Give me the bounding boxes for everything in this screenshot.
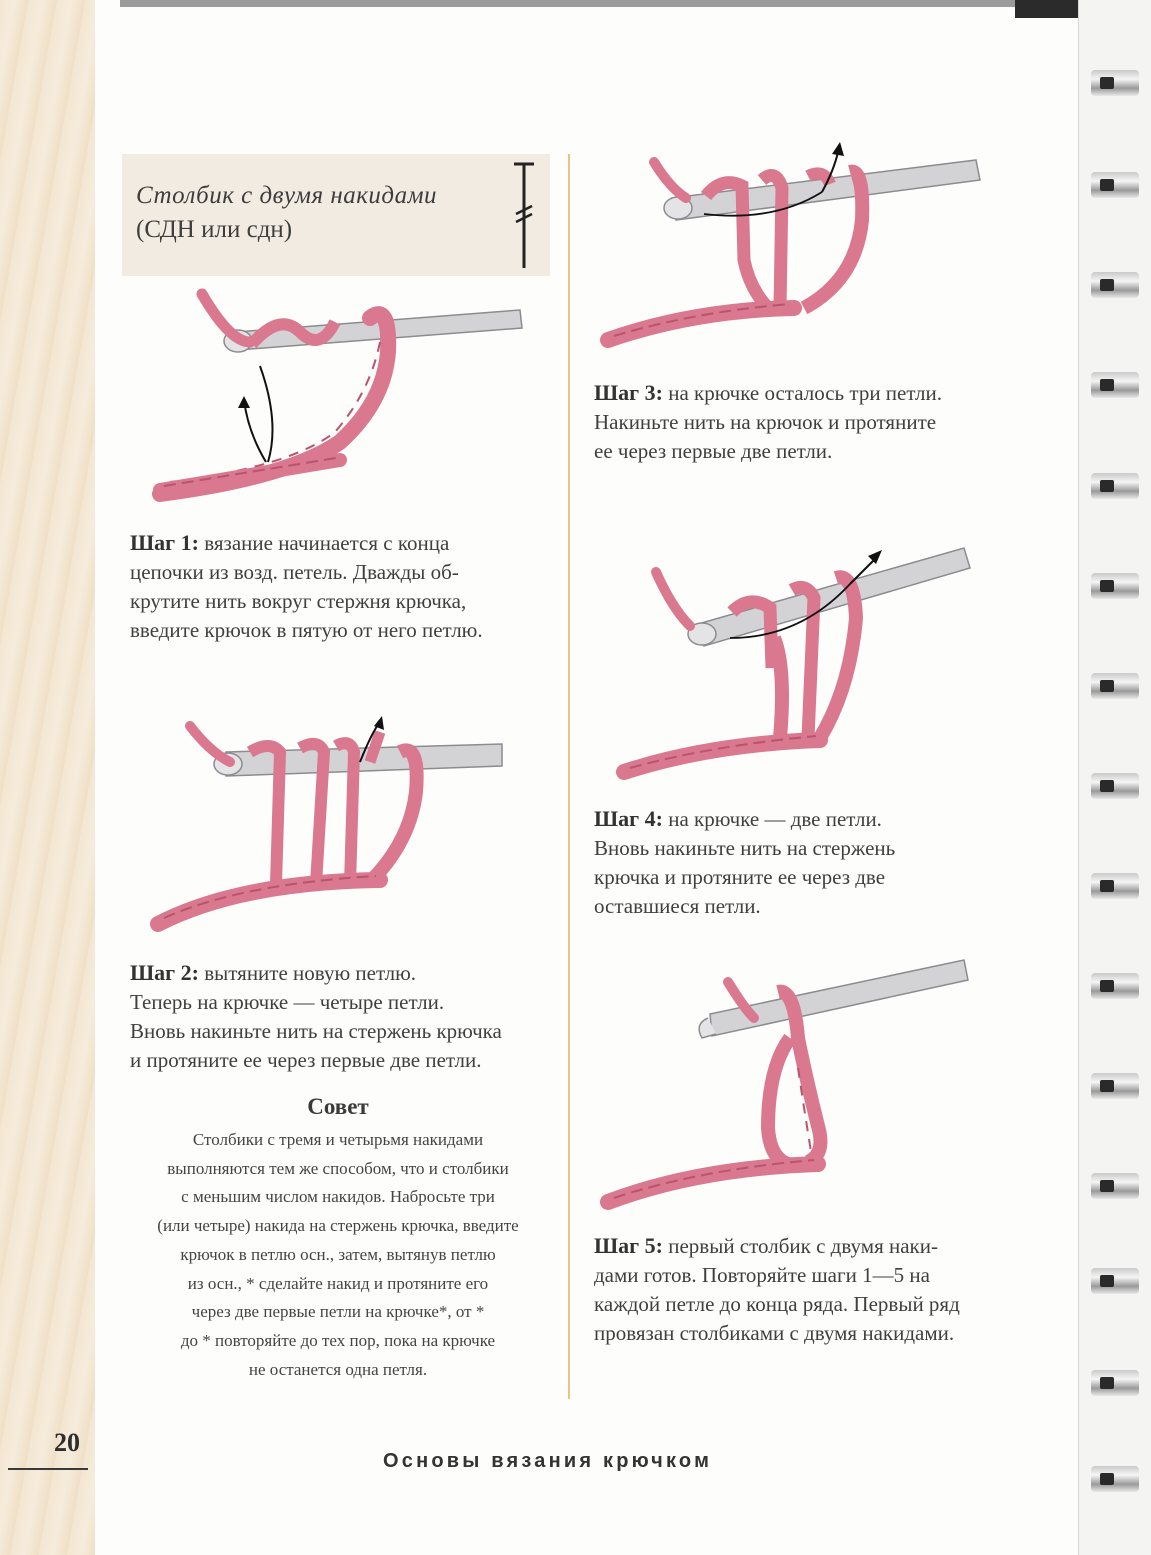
- binding-ring: [1091, 1268, 1139, 1294]
- binding-ring: [1091, 372, 1139, 398]
- step-1-label: Шаг 1:: [130, 530, 199, 555]
- step-3-line-2: Накиньте нить на крючок и протяните: [594, 410, 937, 434]
- step5-illustration: [598, 958, 978, 1214]
- step-3-label: Шаг 3:: [594, 380, 663, 405]
- step-5-line-3: каждой петле до конца ряда. Первый ряд: [594, 1292, 960, 1316]
- step-3-line-3: ее через первые две петли.: [594, 439, 833, 463]
- binding-ring: [1091, 1073, 1139, 1099]
- step-5-line-2: дами готов. Повторяйте шаги 1—5 на: [594, 1263, 930, 1287]
- binding-ring: [1091, 70, 1139, 96]
- binding-ring: [1091, 773, 1139, 799]
- left-decorative-strip: [0, 0, 95, 1555]
- step-1-line-3: крутите нить вокруг стержня крючка,: [130, 589, 467, 613]
- tip-title: Совет: [307, 1094, 369, 1119]
- step-2-line-2: Теперь на крючке — четыре петли.: [130, 990, 445, 1014]
- step-5-label: Шаг 5:: [594, 1233, 663, 1258]
- tip-line: из осн., * сделайте накид и протяните его: [187, 1273, 489, 1293]
- step-4-line-4: оставшиеся петли.: [594, 894, 761, 918]
- tip-line: крючок в петлю осн., затем, вытянув петлю: [180, 1244, 496, 1264]
- step3-illustration: [594, 140, 984, 360]
- binding-ring: [1091, 873, 1139, 899]
- step-1-line-1: вязание начинается с конца: [204, 531, 450, 555]
- binding-ring: [1091, 973, 1139, 999]
- tip-line: Столбики с тремя и четырьмя накидами: [192, 1130, 484, 1149]
- tip-line: до * повторяйте до тех пор, пока на крючке: [180, 1330, 496, 1350]
- step-2-line-1: вытяните новую петлю.: [204, 961, 417, 985]
- step-4-line-2: Вновь накиньте нить на стержень: [594, 836, 896, 860]
- section-title-box: [122, 154, 550, 276]
- tip-line: выполняются тем же способом, что и столбики: [167, 1158, 509, 1178]
- step-5-text: [594, 1231, 960, 1348]
- arrow-icon: [238, 366, 273, 462]
- tip-line: (или четыре) накида на стержень крючка, введите: [157, 1216, 519, 1236]
- step-4-label: Шаг 4:: [594, 806, 663, 831]
- step-3-text: [594, 378, 942, 466]
- binding-ring: [1091, 1173, 1139, 1199]
- binding-ring: [1091, 172, 1139, 198]
- section-abbreviation: (СДН или сдн): [136, 216, 293, 243]
- step-5-line-4: провязан столбиками с двумя накидами.: [594, 1321, 955, 1345]
- step-5-line-1: первый столбик с двумя наки-: [668, 1234, 938, 1258]
- step-1-line-4: введите крючок в пятую от него петлю.: [130, 618, 483, 642]
- top-edge-shadow: [120, 0, 1030, 7]
- footer-section-title: Основы вязания крючком: [383, 1450, 713, 1472]
- step4-illustration: [610, 538, 980, 788]
- crochet-hook-icon: [688, 548, 970, 646]
- binding-ring: [1091, 473, 1139, 499]
- step-2-line-4: и протяните ее через первые две петли.: [130, 1048, 482, 1072]
- step-4-line-1: на крючке — две петли.: [668, 807, 882, 831]
- binding-ring: [1091, 272, 1139, 298]
- tip-line: с меньшим числом накидов. Набросьте три: [181, 1187, 495, 1207]
- binding-ring: [1091, 1370, 1139, 1396]
- column-divider: [568, 154, 570, 1399]
- step2-illustration: [140, 712, 520, 942]
- tip-body: [122, 1126, 554, 1384]
- page-number: 20: [54, 1428, 80, 1457]
- step-4-line-3: крючка и протяните ее через две: [594, 865, 886, 889]
- step1-illustration: [140, 282, 530, 512]
- binding-ring: [1091, 673, 1139, 699]
- tip-line: не останется одна петля.: [248, 1359, 428, 1379]
- step-1-text: [130, 528, 483, 645]
- spiral-binding: [1078, 0, 1151, 1555]
- footer-rule: [8, 1468, 88, 1470]
- step-2-line-3: Вновь накиньте нить на стержень крючка: [130, 1019, 502, 1043]
- step-2-text: [130, 958, 502, 1075]
- step-2-label: Шаг 2:: [130, 960, 199, 985]
- tip-line: через две первые петли на крючке*, от *: [191, 1302, 485, 1322]
- step-1-line-2: цепочки из возд. петель. Дважды об-: [130, 560, 459, 584]
- section-title: Столбик с двумя накидами: [136, 182, 438, 209]
- step-3-line-1: на крючке осталось три петли.: [668, 381, 942, 405]
- binding-ring: [1091, 573, 1139, 599]
- step-4-text: [594, 804, 895, 921]
- double-crochet-symbol-icon: [508, 160, 540, 270]
- binding-ring: [1091, 1466, 1139, 1492]
